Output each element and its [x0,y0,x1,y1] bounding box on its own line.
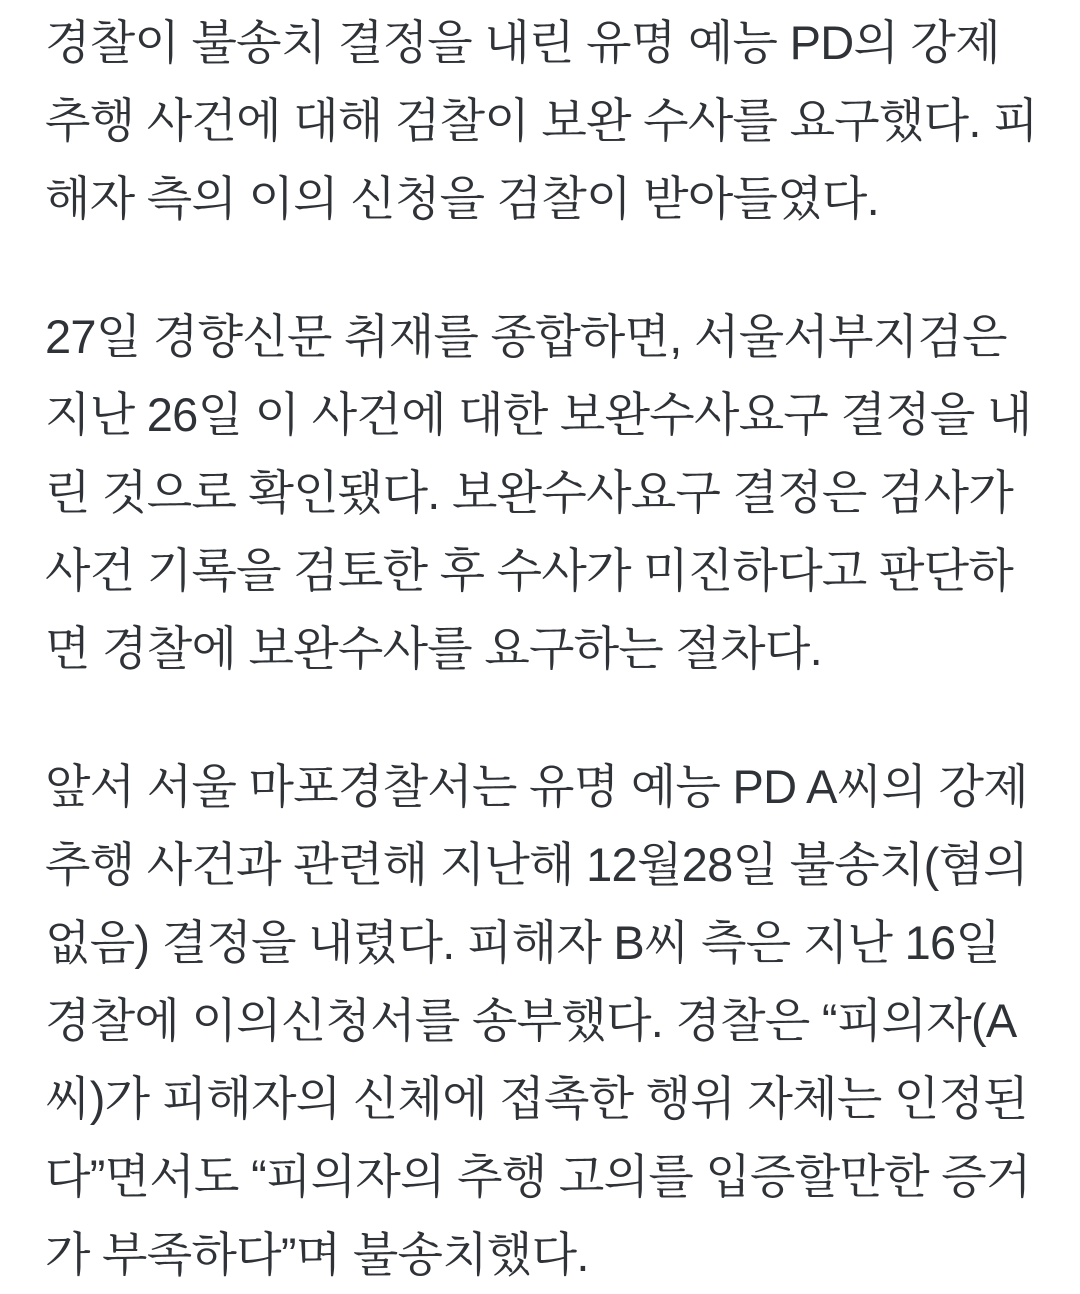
article-paragraph-3: 앞서 서울 마포경찰서는 유명 예능 PD A씨의 강제 추행 사건과 관련해 지난해 12월28일 불송치(혐의없음) 결정을 내렸다. 피해자 B씨 측은 지난 16일 경찰에 이의신청서를 송부했다. 경찰은 “피의자(A씨)가 피해자의 신체에 접촉한 행위 자체는 인정된다”면서도 “피의자의 추행 고의를 입증할만한 증거가 부족하다”며 불송치했다. [45,760,1031,1281]
article-paragraph-1: 경찰이 불송치 결정을 내린 유명 예능 PD의 강제 추행 사건에 대해 검찰이 보완 수사를 요구했다. 피해자 측의 이의 신청을 검찰이 받아들였다. [45,16,1038,225]
article-paragraph-2: 27일 경향신문 취재를 종합하면, 서울서부지검은 지난 26일 이 사건에 대한 보완수사요구 결정을 내린 것으로 확인됐다. 보완수사요구 결정은 검사가 사건 기록을 검토한 후 수사가 미진하다고 판단하면 경찰에 보완수사를 요구하는 절차다. [45,310,1032,675]
